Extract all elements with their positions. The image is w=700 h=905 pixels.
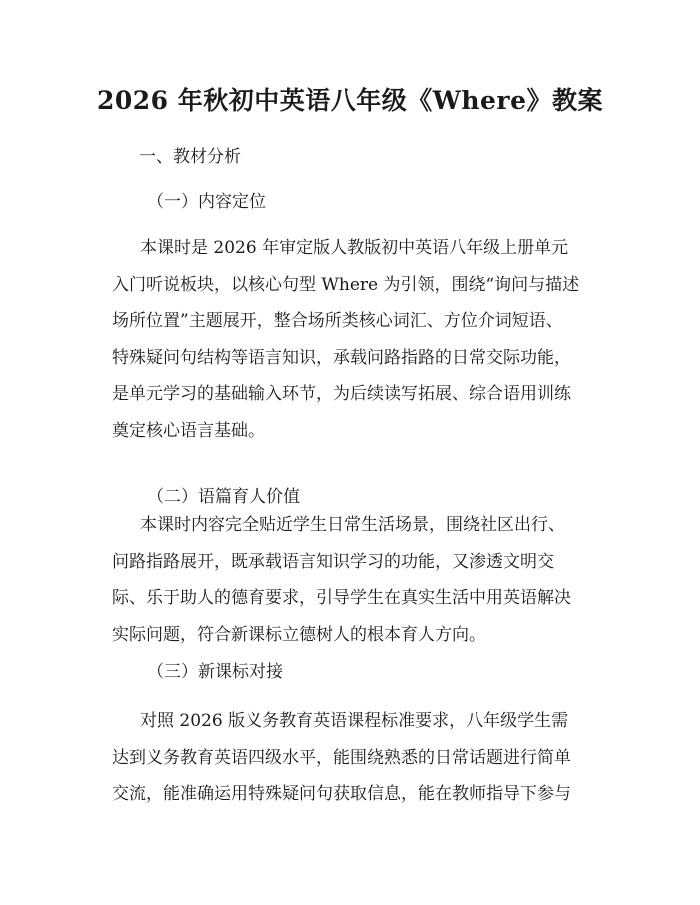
paragraph-line: 奠定核心语言基础。	[112, 420, 265, 441]
paragraph-line: 际、乐于助人的德育要求，引导学生在真实生活中用英语解决	[112, 588, 571, 608]
subsection-heading-educational-value: （二）语篇育人价值	[147, 487, 300, 507]
section-heading-teaching-material-analysis: 一、教材分析	[139, 147, 241, 167]
paragraph-line: 是单元学习的基础输入环节，为后续读写拓展、综合语用训练	[112, 384, 571, 404]
paragraph-line: 达到义务教育英语四级水平，能围绕熟悉的日常话题进行简单	[112, 747, 571, 768]
paragraph-educational-value	[112, 507, 602, 653]
paragraph-content-positioning	[112, 230, 602, 449]
subsection-heading-curriculum-standard: （三）新课标对接	[147, 662, 283, 682]
paragraph-line: 场所位置”主题展开，整合场所类核心词汇、方位介词短语、	[112, 311, 563, 331]
paragraph-line: 交流，能准确运用特殊疑问句获取信息，能在教师指导下参与	[112, 784, 571, 804]
document-title: 2026 年秋初中英语八年级《Where》教案	[96, 86, 604, 115]
paragraph-line: 本课时内容完全贴近学生日常生活场景，围绕社区出行、	[140, 515, 565, 535]
paragraph-curriculum-standard	[112, 703, 602, 813]
paragraph-line: 入门听说板块，以核心句型 Where 为引领，围绕“询问与描述	[112, 274, 580, 295]
paragraph-line: 特殊疑问句结构等语言知识，承载问路指路的日常交际功能，	[112, 347, 571, 368]
subsection-heading-content-positioning: （一）内容定位	[147, 192, 266, 212]
paragraph-line: 本课时是 2026 年审定版人教版初中英语八年级上册单元	[140, 238, 569, 258]
paragraph-line: 问路指路展开，既承载语言知识学习的功能，又渗透文明交	[112, 551, 554, 572]
paragraph-line: 实际问题，符合新课标立德树人的根本育人方向。	[112, 624, 486, 645]
paragraph-line: 对照 2026 版义务教育英语课程标准要求，八年级学生需	[140, 711, 569, 731]
